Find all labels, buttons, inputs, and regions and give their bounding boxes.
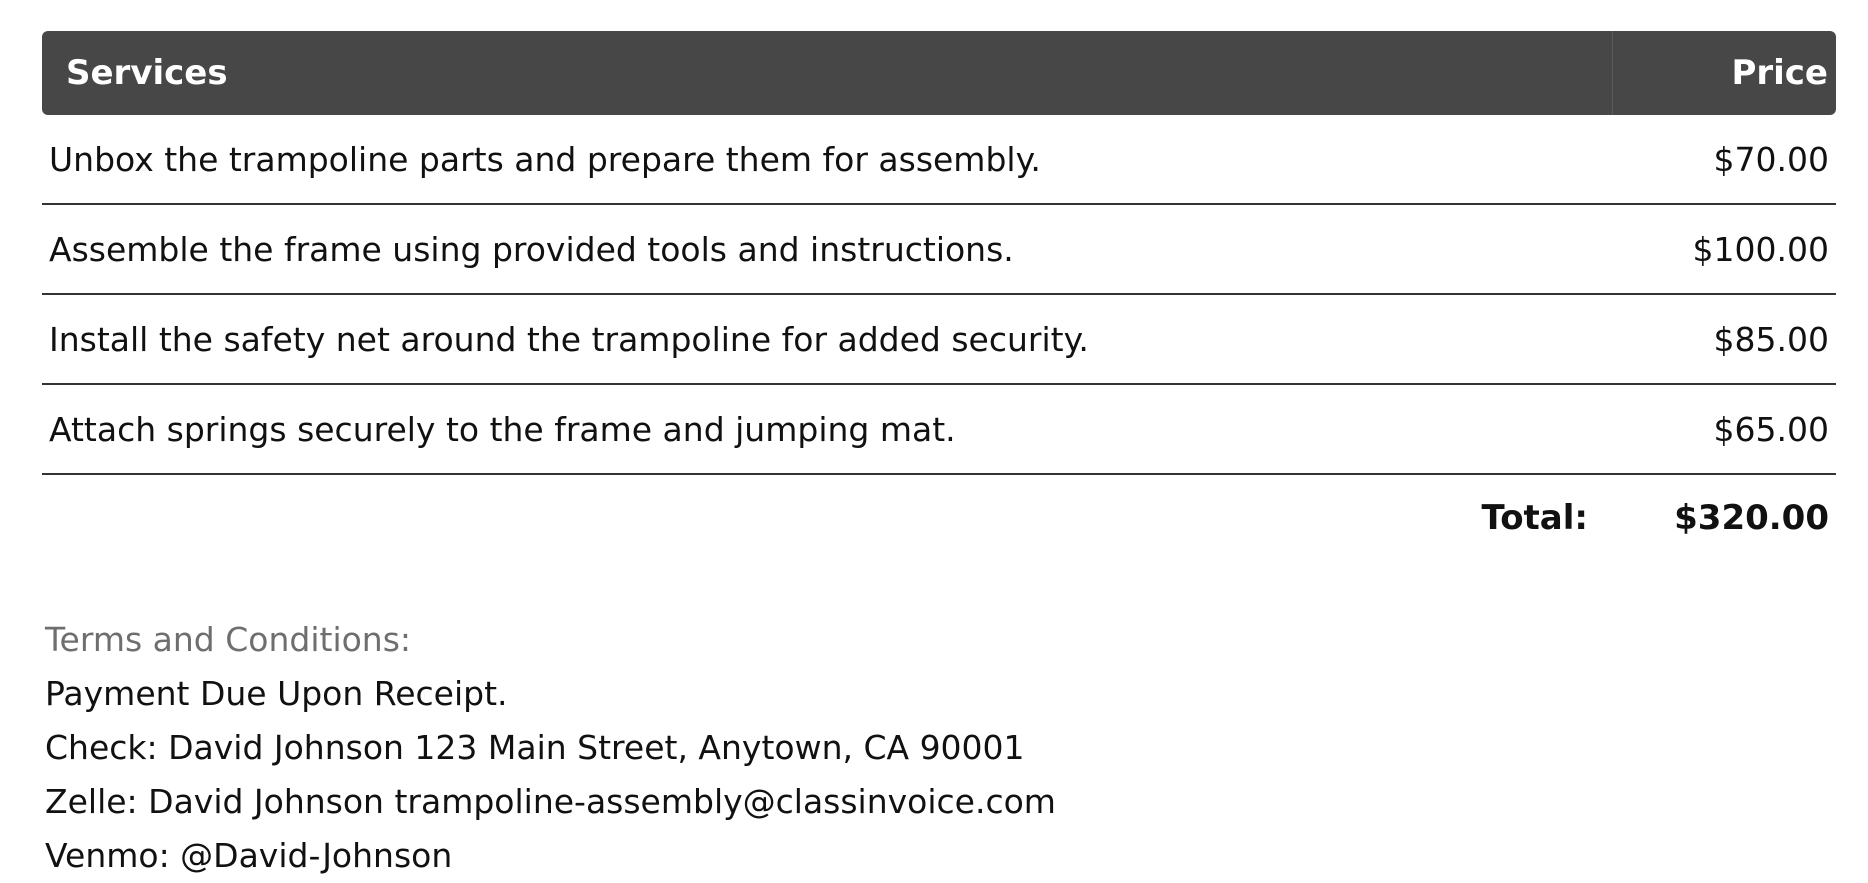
total-value: $320.00 xyxy=(1674,498,1829,538)
services-column-header: Services xyxy=(42,31,1612,115)
service-price: $70.00 xyxy=(1612,115,1836,204)
table-row xyxy=(42,115,1836,204)
service-price: $85.00 xyxy=(1612,294,1836,384)
service-price: $100.00 xyxy=(1612,204,1836,294)
invoice-section xyxy=(42,31,1836,883)
table-body xyxy=(42,115,1836,561)
header-row xyxy=(42,31,1836,115)
table-header xyxy=(42,31,1836,115)
service-description: Install the safety net around the trampoline for added security. xyxy=(42,294,1612,384)
service-description: Unbox the trampoline parts and prepare them for assembly. xyxy=(42,115,1612,204)
table-row xyxy=(42,204,1836,294)
table-row xyxy=(42,294,1836,384)
price-column-header: Price xyxy=(1612,31,1836,115)
total-row xyxy=(42,474,1836,561)
service-description: Assemble the frame using provided tools and instructions. xyxy=(42,204,1612,294)
services-table xyxy=(42,31,1836,561)
service-price: $65.00 xyxy=(1612,384,1836,474)
terms-line-check: Check: David Johnson 123 Main Street, Anytown, CA 90001 xyxy=(45,728,1025,767)
service-description: Attach springs securely to the frame and jumping mat. xyxy=(42,384,1612,474)
terms-title: Terms and Conditions: xyxy=(45,620,412,659)
table-row xyxy=(42,384,1836,474)
terms-line-zelle: Zelle: David Johnson trampoline-assembly@classinvoice.com xyxy=(45,782,1056,821)
terms-section xyxy=(42,613,1836,883)
terms-line-venmo: Venmo: @David-Johnson xyxy=(45,836,453,875)
total-label: Total: xyxy=(1481,498,1588,538)
terms-line-payment: Payment Due Upon Receipt. xyxy=(45,674,508,713)
